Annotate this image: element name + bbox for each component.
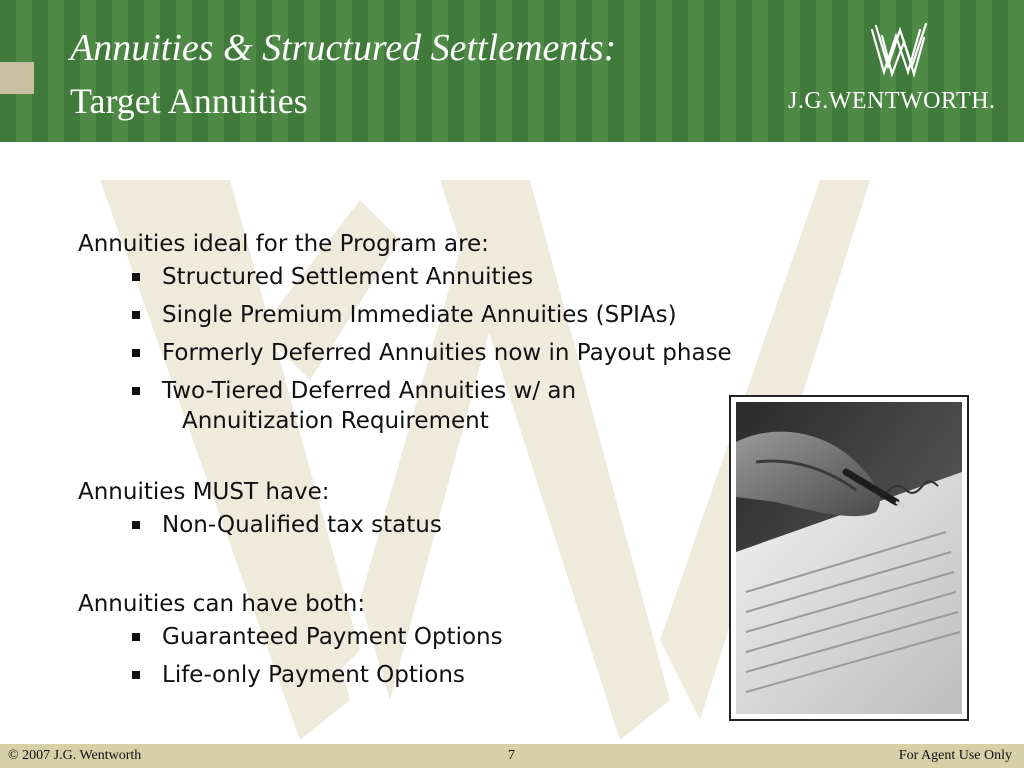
section-lead: Annuities can have both: [78,591,366,617]
list-item: Single Premium Immediate Annuities (SPIAs) [78,300,798,338]
hand-signing-icon [736,402,962,714]
slide-header [0,0,1024,142]
copyright-text: © 2007 J.G. Wentworth [8,748,142,763]
square-bullet-icon [132,349,140,357]
slide-footer [0,744,1024,768]
list-item: Structured Settlement Annuities [78,262,798,300]
bullet-list [78,262,798,436]
header-accent-tab [0,62,34,94]
usage-notice: For Agent Use Only [898,748,1012,763]
list-item: Non-Qualified tax status [78,510,798,548]
square-bullet-icon [132,273,140,281]
slide-body [78,226,798,736]
list-item: Guaranteed Payment Options [78,622,798,660]
square-bullet-icon [132,633,140,641]
bullet-list [78,510,798,548]
section-lead: Annuities MUST have: [78,479,330,505]
signing-document-photo [729,395,969,721]
bullet-list [78,622,798,698]
list-item: Life-only Payment Options [78,660,798,698]
square-bullet-icon [132,311,140,319]
slide-subtitle: Target Annuities [70,81,308,121]
header-divider [0,142,1024,146]
square-bullet-icon [132,387,140,395]
square-bullet-icon [132,521,140,529]
list-item: Two-Tiered Deferred Annuities w/ an Annuitization Requirement [78,376,798,436]
section-lead: Annuities ideal for the Program are: [78,231,489,257]
list-item: Formerly Deferred Annuities now in Payout phase [78,338,798,376]
square-bullet-icon [132,671,140,679]
page-number: 7 [508,748,515,763]
list-item-continuation: Annuitization Requirement [182,408,489,434]
jg-wentworth-logo-mark-icon [868,22,930,80]
company-logo-text: J.G.WENTWORTH. [788,88,996,114]
slide-title: Annuities & Structured Settlements: [70,27,617,69]
